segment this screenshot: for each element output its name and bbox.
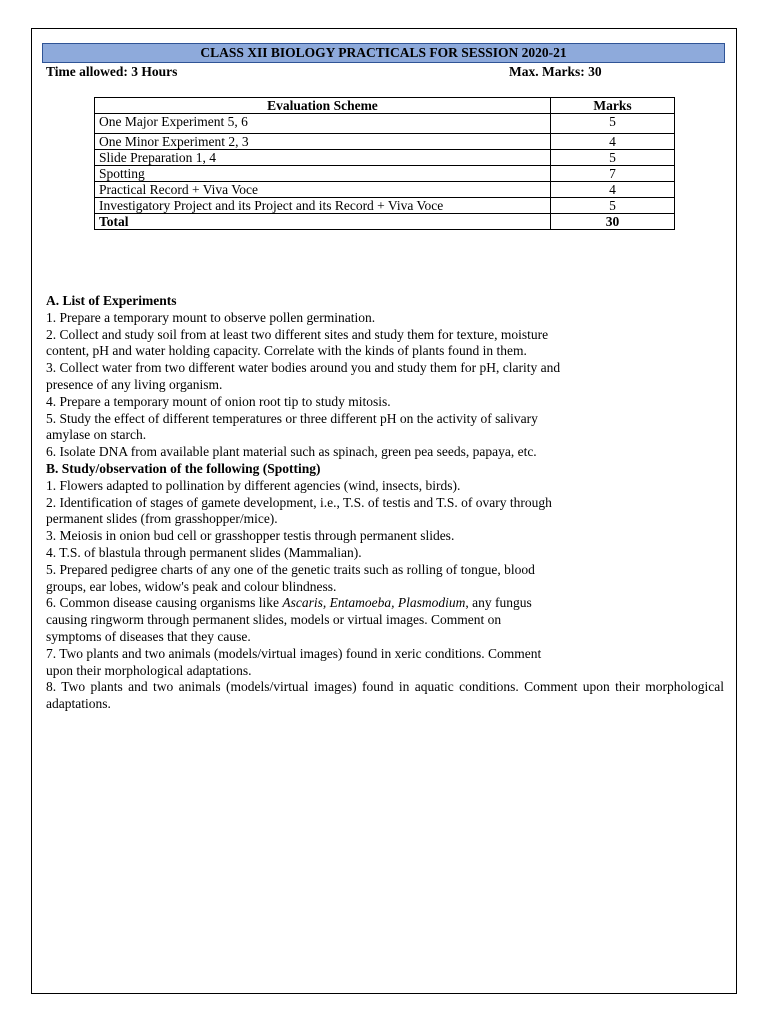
text-line: 1. Flowers adapted to pollination by different agencies (wind, insects, birds).: [46, 477, 461, 493]
text-line: 4. Prepare a temporary mount of onion root tip to study mitosis.: [46, 393, 391, 409]
text-line: causing ringworm through permanent slides, models or virtual images. Comment on: [46, 612, 502, 628]
scheme-marks: 5: [551, 150, 675, 166]
text-line: 7. Two plants and two animals (models/virtual images) found in xeric conditions. Comment: [46, 645, 542, 661]
text-line: permanent slides (from grasshopper/mice).: [46, 511, 278, 527]
table-row: [95, 150, 675, 166]
max-marks: Max. Marks: 30: [509, 64, 602, 79]
scheme-item: Investigatory Project and its Project and its Record + Viva Voce: [95, 198, 551, 214]
scheme-item: Practical Record + Viva Voce: [95, 182, 551, 198]
text-line: 2. Collect and study soil from at least two different sites and study them for texture, moisture: [46, 326, 549, 342]
text-line: 3. Collect water from two different water bodies around you and study them for pH, clarity and: [46, 360, 561, 376]
practical-content: [46, 293, 724, 713]
table-header-row: [95, 98, 675, 114]
text-line: presence of any living organism.: [46, 376, 223, 392]
item6-suffix: , any fungus: [465, 595, 532, 611]
evaluation-scheme-table: [94, 97, 675, 230]
page-title: CLASS XII BIOLOGY PRACTICALS FOR SESSION 2020-21: [42, 43, 725, 63]
scheme-item: Spotting: [95, 166, 551, 182]
total-label: Total: [95, 214, 551, 230]
text-line: 5. Prepared pedigree charts of any one of the genetic traits such as rolling of tongue, blood: [46, 561, 535, 577]
organism-names: Ascaris, Entamoeba, Plasmodium: [282, 595, 466, 611]
table-row: [95, 114, 675, 134]
text-line: amylase on starch.: [46, 427, 147, 443]
scheme-marks: 5: [551, 198, 675, 214]
text-line: 3. Meiosis in onion bud cell or grasshopper testis through permanent slides.: [46, 528, 455, 544]
section-a-heading: A. List of Experiments: [46, 293, 177, 308]
table-row: [95, 166, 675, 182]
scheme-item: Slide Preparation 1, 4: [95, 150, 551, 166]
header-evaluation-scheme: Evaluation Scheme: [95, 98, 551, 114]
text-line: 6. Isolate DNA from available plant material such as spinach, green pea seeds, papaya, etc.: [46, 444, 537, 460]
text-line-item-6: [46, 595, 724, 612]
scheme-marks: 7: [551, 166, 675, 182]
table-total-row: [95, 214, 675, 230]
total-marks: 30: [551, 214, 675, 230]
text-line: 2. Identification of stages of gamete development, i.e., T.S. of testis and T.S. of ovary through: [46, 494, 552, 510]
header-marks: Marks: [551, 98, 675, 114]
text-line: symptoms of diseases that they cause.: [46, 628, 251, 644]
table-row: [95, 198, 675, 214]
scheme-item: One Major Experiment 5, 6: [95, 114, 551, 134]
table-row: [95, 182, 675, 198]
text-line: 1. Prepare a temporary mount to observe pollen germination.: [46, 309, 376, 325]
scheme-marks: 4: [551, 134, 675, 150]
scheme-item: One Minor Experiment 2, 3: [95, 134, 551, 150]
text-line: 5. Study the effect of different temperatures or three different pH on the activity of salivary: [46, 410, 538, 426]
text-line: content, pH and water holding capacity. Correlate with the kinds of plants found in them.: [46, 343, 527, 359]
item6-prefix: 6. Common disease causing organisms like: [46, 595, 283, 611]
text-line: upon their morphological adaptations.: [46, 662, 252, 678]
scheme-marks: 4: [551, 182, 675, 198]
table-row: [95, 134, 675, 150]
text-line: groups, ear lobes, widow's peak and colour blindness.: [46, 578, 337, 594]
text-line: 4. T.S. of blastula through permanent slides (Mammalian).: [46, 544, 362, 560]
text-paragraph-item-8: 8. Two plants and two animals (models/virtual images) found in aquatic conditions. Comment upon their morphological adaptations.: [46, 679, 724, 712]
time-allowed: Time allowed: 3 Hours: [46, 64, 178, 79]
exam-meta: [46, 64, 721, 80]
scheme-marks: 5: [551, 114, 675, 134]
section-b-heading: B. Study/observation of the following (Spotting): [46, 460, 321, 476]
